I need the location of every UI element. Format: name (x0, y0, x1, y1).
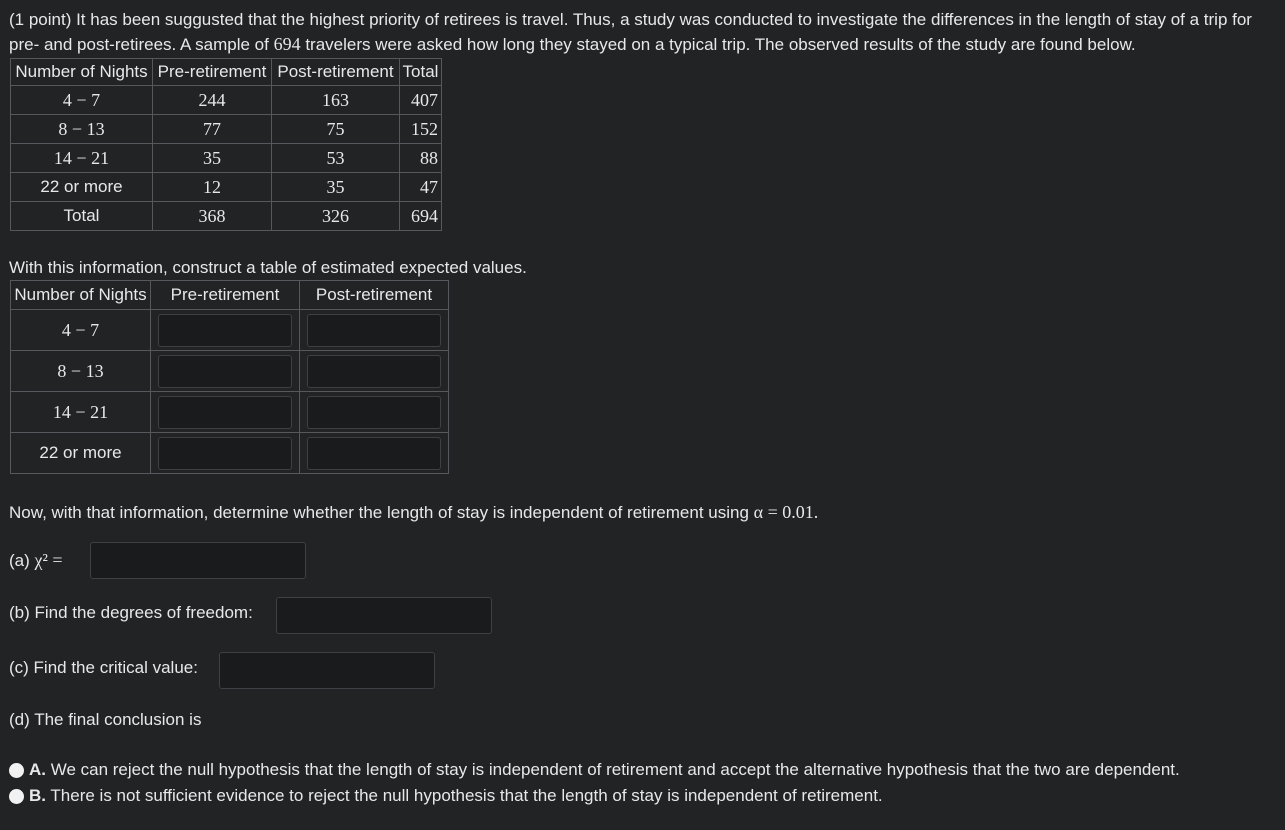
table-row (11, 310, 449, 351)
value-cell: 53 (272, 144, 400, 173)
table-row (11, 433, 449, 474)
nights-cell: 14 − 21 (11, 392, 151, 433)
value-cell: 77 (153, 115, 272, 144)
intro-text-2: travelers were asked how long they stayed on a typical trip. The observed results of the study are found below. (300, 35, 1136, 54)
expected-cell (151, 392, 300, 433)
observed-header: Total (400, 59, 442, 86)
total-label-cell: Total (11, 202, 153, 231)
value-cell: 163 (272, 86, 400, 115)
option-a[interactable] (29, 760, 1180, 780)
expected-table-label: With this information, construct a table of estimated expected values. (9, 258, 527, 277)
value-cell: 326 (272, 202, 400, 231)
observed-header: Post-retirement (272, 59, 400, 86)
expected-cell (151, 310, 300, 351)
nights-cell: 22 or more (11, 173, 153, 202)
observed-header: Pre-retirement (153, 59, 272, 86)
option-a-text: We can reject the null hypothesis that the length of stay is independent of retirement and accept the alternative hypothesis that the two are dependent. (46, 760, 1180, 779)
chi-square-symbol: χ² = (34, 550, 63, 570)
table-row (11, 351, 449, 392)
expected-post-input-2[interactable] (307, 355, 441, 388)
expected-cell (151, 351, 300, 392)
independence-text: Now, with that information, determine whether the length of stay is independent of retirement using (9, 503, 754, 522)
option-b[interactable] (29, 786, 883, 806)
total-cell: 407 (400, 86, 442, 115)
expected-table (10, 280, 449, 474)
observed-header: Number of Nights (11, 59, 153, 86)
table-row (11, 86, 442, 115)
radio-option-b[interactable] (9, 789, 24, 804)
question-intro (9, 7, 1279, 57)
nights-cell: 22 or more (11, 433, 151, 474)
value-cell: 368 (153, 202, 272, 231)
expected-post-input-4[interactable] (307, 437, 441, 470)
expected-header-row (11, 281, 449, 310)
expected-cell (300, 351, 449, 392)
total-cell: 694 (400, 202, 442, 231)
table-row (11, 115, 442, 144)
radio-option-a[interactable] (9, 763, 24, 778)
nights-cell: 8 − 13 (11, 351, 151, 392)
option-a-letter: A. (29, 760, 46, 779)
alpha-value: α = 0.01. (753, 502, 819, 522)
observed-header-row (11, 59, 442, 86)
sample-size: 694 (273, 34, 301, 54)
nights-cell: 4 − 7 (11, 86, 153, 115)
intro-text-1: (1 point) It has been suggusted that the highest priority of retirees is travel. Thus, a study was conducted to investigate the differences in the length of stay of a trip for pre- and post-retirees. A sample of (9, 10, 1252, 54)
table-row (11, 392, 449, 433)
value-cell: 35 (153, 144, 272, 173)
part-d-label: (d) The final conclusion is (9, 710, 202, 729)
expected-cell (300, 392, 449, 433)
table-row (11, 202, 442, 231)
part-b-label: (b) Find the degrees of freedom: (9, 603, 253, 622)
table-row (11, 173, 442, 202)
value-cell: 35 (272, 173, 400, 202)
expected-pre-input-3[interactable] (158, 396, 292, 429)
table-row (11, 144, 442, 173)
critical-value-input[interactable] (219, 652, 435, 689)
expected-pre-input-4[interactable] (158, 437, 292, 470)
expected-cell (151, 433, 300, 474)
option-b-text: There is not sufficient evidence to reject the null hypothesis that the length of stay is independent of retirement. (46, 786, 883, 805)
expected-pre-input-1[interactable] (158, 314, 292, 347)
observed-table (10, 58, 442, 231)
expected-header: Post-retirement (300, 281, 449, 310)
expected-pre-input-2[interactable] (158, 355, 292, 388)
degrees-of-freedom-input[interactable] (276, 597, 492, 634)
expected-header: Number of Nights (11, 281, 151, 310)
value-cell: 12 (153, 173, 272, 202)
nights-cell: 14 − 21 (11, 144, 153, 173)
total-cell: 88 (400, 144, 442, 173)
nights-cell: 8 − 13 (11, 115, 153, 144)
nights-cell: 4 − 7 (11, 310, 151, 351)
expected-header: Pre-retirement (151, 281, 300, 310)
part-a-label (9, 550, 63, 571)
expected-post-input-3[interactable] (307, 396, 441, 429)
part-a-prefix: (a) (9, 551, 35, 570)
option-b-letter: B. (29, 786, 46, 805)
expected-post-input-1[interactable] (307, 314, 441, 347)
chi-square-input[interactable] (90, 542, 306, 579)
part-c-label: (c) Find the critical value: (9, 658, 198, 677)
independence-prompt (9, 502, 818, 523)
total-cell: 152 (400, 115, 442, 144)
expected-cell (300, 433, 449, 474)
total-cell: 47 (400, 173, 442, 202)
value-cell: 244 (153, 86, 272, 115)
value-cell: 75 (272, 115, 400, 144)
expected-cell (300, 310, 449, 351)
